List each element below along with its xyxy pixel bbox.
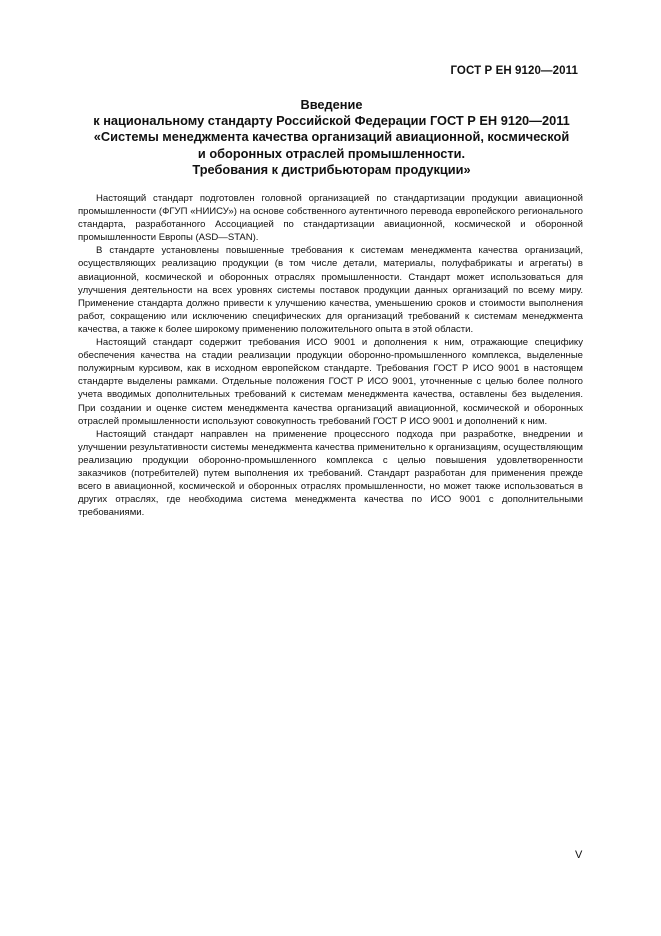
title-line: и оборонных отраслей промышленности.: [197, 145, 466, 161]
title-line: Требования к дистрибьюторам продукции»: [192, 161, 471, 177]
title-line: к национальному стандарту Российской Федерации ГОСТ Р ЕН 9120—2011: [93, 113, 570, 129]
paragraph: Настоящий стандарт содержит требования ИСО 9001 и дополнения к ним, отражающие специфику обеспечения качества на стадии реализации продукции оборонно-промышленного комплекса, выделенные полужирным курсивом, как в исходном европейском стандарте. Требования ГОСТ Р ИСО 9001 в настоящем стандарте выделены рамками. Отдельные положения ГОСТ Р ИСО 9001, уточненные с целью более полного учета вводимых дополнительных требований к системам менеджмента качества, оставлены без выделения. При создании и оценке систем менеджмента качества организаций авиационной, космической и оборонных отраслей промышленности используют совокупность требований ГОСТ Р ИСО 9001 и дополнений к ним.: [78, 337, 583, 427]
page-number: V: [575, 849, 583, 861]
title-line: Введение: [300, 97, 363, 112]
paragraph: В стандарте установлены повышенные требования к системам менеджмента качества организаций, осуществляющих реализацию продукции (в том числе детали, материалы, полуфабрикаты и агрегаты) в авиационной, космической и оборонных отраслях промышленности. Стандарт может использоваться для улучшения деятельности на всех уровнях системы поставок продукции данных организаций по всему миру. Применение стандарта должно привести к улучшению качества, уменьшению сроков и стоимости выполнения работ, сокращению или исключению специфических для организаций требований к системам менеджмента качества, а также к более широкому применению положительного опыта в этой области.: [78, 245, 583, 335]
introduction-title: [60, 97, 603, 178]
document-id: ГОСТ Р ЕН 9120—2011: [450, 65, 578, 77]
paragraph: Настоящий стандарт подготовлен головной организацией по стандартизации продукции авиационной промышленности (ФГУП «НИИСУ») на основе собственного аутентичного перевода европейского регионального стандарта, разработанного Ассоциацией по стандартизации авиационной, космической и оборонной промышленности Европы (ASD—STAN).: [78, 193, 583, 244]
paragraph: Настоящий стандарт направлен на применение процессного подхода при разработке, внедрении и улучшении результативности системы менеджмента качества применительно к организациям, осуществляющим реализацию продукции оборонно-промышленного комплекса с целью повышения удовлетворенности заказчиков (потребителей) путем выполнения их требований. Стандарт разработан для применения прежде всего в авиационной, космической и оборонных отраслях промышленности, но может также использоваться в других отраслях, где необходима система менеджмента качества по ИСО 9001 с дополнительными требованиями.: [78, 428, 583, 519]
title-line: «Системы менеджмента качества организаций авиационной, космической: [93, 129, 570, 145]
body-text: [78, 192, 583, 519]
